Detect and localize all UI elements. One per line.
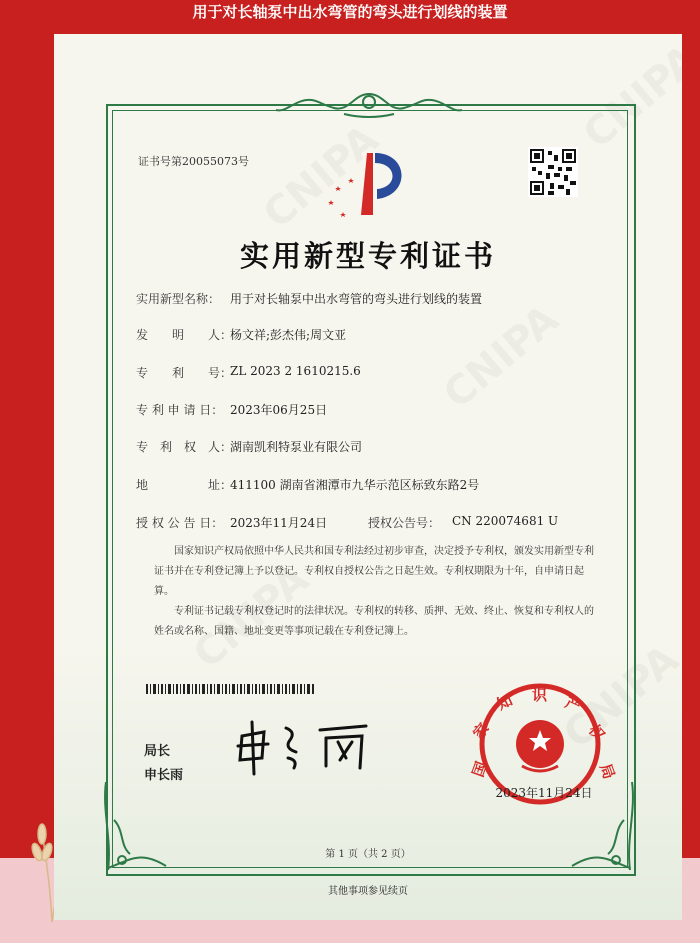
svg-text:产: 产 [562,693,584,716]
field-value-application-date: 2023年06月25日 [230,403,328,417]
svg-text:局: 局 [596,761,619,782]
field-value-patent-number: ZL 2023 2 1610215.6 [230,364,361,378]
paragraph-grant-statement: 国家知识产权局依照中华人民共和国专利法经过初步审查，决定授予专利权，颁发实用新型专利证书并在专利登记簿上予以登记。专利权自授权公告之日起生效。专利权期限为十年，自申请日起算。 [154,546,594,597]
svg-text:权: 权 [584,721,609,745]
field-value-patentee: 湖南凯利特泵业有限公司 [230,440,363,454]
field-label-grant-date: 授 权 公 告 日： [136,516,224,530]
top-ornament-icon [274,90,464,120]
field-label-patent-number: 专 利 号： [136,366,233,380]
field-value-grant-date: 2023年11月24日 [230,516,328,530]
qr-code-icon [528,147,578,197]
field-label-address: 地 址： [136,478,233,492]
svg-text:知: 知 [494,690,516,714]
signature-icon [234,718,384,778]
certificate-number: 证书号第20055073号 [138,155,249,168]
certificate-title: 实用新型专利证书 [239,239,496,273]
footer-note: 其他事项参见续页 [328,886,408,897]
svg-text:国: 国 [468,759,491,780]
page-number: 第 1 页（共 2 页） [325,849,411,860]
field-label-application-date: 专 利 申 请 日： [136,403,224,417]
certificate-sheet [54,34,682,920]
seal-date: 2023年11月24日 [495,786,593,800]
field-label-name: 实用新型名称： [136,292,221,306]
field-value-inventor: 杨文祥;彭杰伟;周文亚 [230,328,347,342]
field-value-grant-number: CN 220074681 U [452,514,559,528]
paragraph-legal-status: 专利证书记载专利权登记时的法律状况。专利权的转移、质押、无效、终止、恢复和专利权人的姓名或名称、国籍、地址变更等事项记载在专利登记簿上。 [154,606,594,637]
field-label-patentee: 专 利 权 人： [136,440,233,454]
page-title: 用于对长轴泵中出水弯管的弯头进行划线的装置 [192,3,508,21]
field-value-name: 用于对长轴泵中出水弯管的弯头进行划线的装置 [230,292,483,306]
svg-text:识: 识 [532,686,548,704]
director-name: 申长雨 [144,768,184,783]
svg-text:家: 家 [469,719,493,743]
director-title: 局长 [144,744,171,759]
cnipa-logo-icon [319,143,419,223]
field-label-grant-number: 授权公告号： [368,516,441,530]
field-value-address: 411100 湖南省湘潭市九华示范区标致东路2号 [230,478,480,492]
field-label-inventor: 发 明 人： [136,328,233,342]
barcode-icon [146,684,314,694]
